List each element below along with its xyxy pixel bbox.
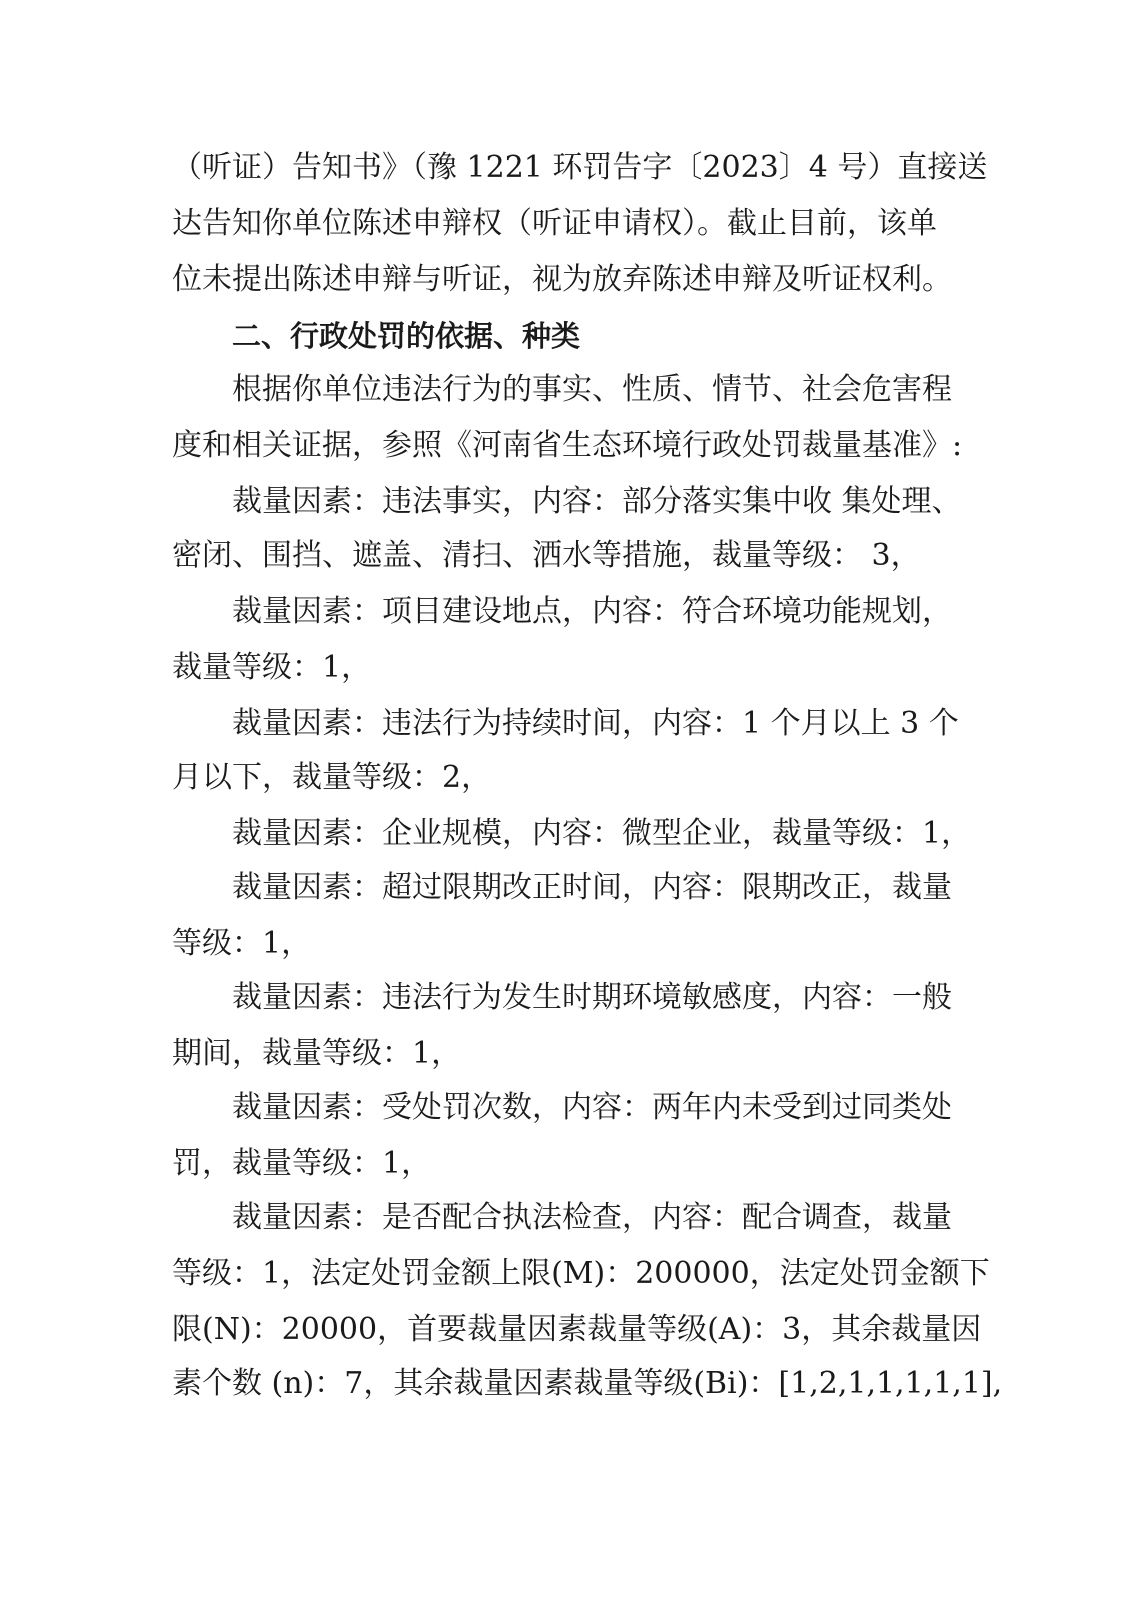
paragraph-line-3: 位未提出陈述申辩与听证，视为放弃陈述申辩及听证权利。 bbox=[172, 262, 952, 297]
factor-line-13: 罚，裁量等级：1， bbox=[172, 1146, 432, 1181]
factor-line-11: 期间，裁量等级：1， bbox=[172, 1036, 462, 1071]
factor-line-12: 裁量因素：受处罚次数，内容：两年内未受到过同类处 bbox=[232, 1090, 952, 1125]
paragraph-line-6: 度和相关证据，参照《河南省生态环境行政处罚裁量基准》: bbox=[172, 428, 963, 463]
paragraph-line-5: 根据你单位违法行为的事实、性质、情节、社会危害程 bbox=[232, 372, 952, 407]
paragraph-line-1: （听证）告知书》（豫 1221 环罚告字〔2023〕4 号）直接送 bbox=[172, 150, 988, 185]
section-heading: 二、行政处罚的依据、种类 bbox=[232, 319, 581, 353]
factor-line-3: 裁量因素：项目建设地点，内容：符合环境功能规划， bbox=[232, 594, 952, 629]
factor-line-5: 裁量因素：违法行为持续时间，内容：1 个月以上 3 个 bbox=[232, 706, 959, 741]
factor-line-16: 限(N)：20000，首要裁量因素裁量等级(A)：3，其余裁量因 bbox=[172, 1312, 982, 1347]
factor-line-10: 裁量因素：违法行为发生时期环境敏感度，内容：一般 bbox=[232, 980, 952, 1015]
paragraph-line-2: 达告知你单位陈述申辩权（听证申请权）。截止目前，该单 bbox=[172, 206, 937, 241]
factor-line-7: 裁量因素：企业规模，内容：微型企业，裁量等级：1， bbox=[232, 816, 972, 851]
factor-line-6: 月以下，裁量等级：2， bbox=[172, 760, 492, 795]
factor-line-14: 裁量因素：是否配合执法检查，内容：配合调查，裁量 bbox=[232, 1200, 952, 1235]
factor-line-15: 等级：1，法定处罚金额上限(M)：200000，法定处罚金额下 bbox=[172, 1256, 990, 1291]
factor-line-2: 密闭、围挡、遮盖、清扫、洒水等措施，裁量等级： 3， bbox=[172, 538, 921, 573]
factor-line-4: 裁量等级：1， bbox=[172, 650, 372, 685]
factor-line-17: 素个数 (n)：7，其余裁量因素裁量等级(Bi)：[1,2,1,1,1,1,1], bbox=[172, 1366, 1003, 1401]
factor-line-1: 裁量因素：违法事实，内容：部分落实集中收 集处理、 bbox=[232, 484, 962, 519]
factor-line-8: 裁量因素：超过限期改正时间，内容：限期改正，裁量 bbox=[232, 870, 952, 905]
factor-line-9: 等级：1， bbox=[172, 926, 312, 961]
